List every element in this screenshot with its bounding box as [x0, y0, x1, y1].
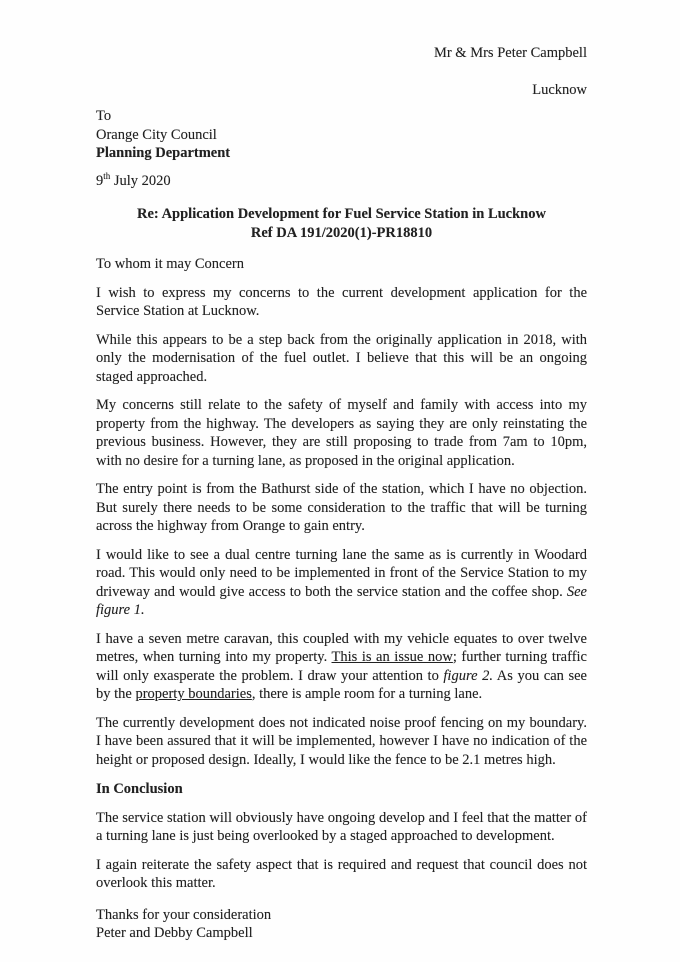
paragraph-fencing: The currently development does not indicated noise proof fencing on my boundary. I have been assured that it will be implemented, however I have no indication of the height or proposed design. Ideally, I would like the fence to be 2.1 metres high. — [96, 714, 587, 768]
paragraph-step-back: While this appears to be a step back from the originally application in 2018, with only the modernisation of the fuel outlet. I believe that this will be an ongoing staged approached. — [96, 331, 587, 385]
salutation: To whom it may Concern — [96, 256, 244, 272]
underlined-issue-text: This is an issue now — [331, 649, 453, 665]
recipient-department: Planning Department — [96, 145, 231, 161]
recipient-to-label: To — [96, 108, 112, 124]
signature-names: Peter and Debby Campbell — [96, 925, 253, 941]
recipient-block — [96, 107, 587, 163]
subject-line-2: Ref DA 191/2020(1)-PR18810 — [250, 224, 433, 241]
text-segment: I would like to see a dual centre turning lane the same as is currently in Woodard road. This would only need to be implemented in front of the Service Station to my driveway and would give access to both the service station and the coffee shop. — [96, 546, 587, 600]
date-day: 9 — [96, 172, 104, 189]
subject-line-1: Re: Application Development for Fuel Service Station in Lucknow — [137, 206, 546, 222]
paragraph-reiterate-safety: I again reiterate the safety aspect that is required and request that council does not overlook this matter. — [96, 856, 587, 891]
paragraph-turning-lane-proposal — [96, 546, 587, 620]
text-segment: , there is ample room for a turning lane. — [251, 686, 483, 702]
text-segment: As you can see by the — [96, 667, 587, 702]
paragraph-intro: I wish to express my concerns to the current development application for the Service Station at Lucknow. — [96, 284, 587, 319]
closing-line: Thanks for your consideration — [96, 906, 272, 923]
sender-location: Lucknow — [532, 81, 587, 98]
paragraph-safety-concerns: My concerns still relate to the safety of myself and family with access into my property from the highway. The developers as saying they are only reinstating the previous business. However, they are still proposing to trade from 7am to 10pm, with no desire for a turning lane, as proposed in the original application. — [96, 397, 587, 469]
figure1-reference: See figure 1. — [96, 583, 587, 618]
text-segment: I have a seven metre caravan, this coupled with my vehicle equates to over twelve metres, when turning into my property. — [96, 630, 587, 665]
closing-block — [96, 906, 587, 943]
text-segment: ; further turning traffic will only exasperate the problem. I draw your attention to — [96, 649, 587, 684]
paragraph-caravan-issue — [96, 630, 587, 704]
paragraph-entry-point: The entry point is from the Bathurst side of the station, which I have no objection. But surely there needs to be some consideration to the traffic that will be turning across the highway from Orange to gain entry. — [96, 481, 587, 534]
letter-date — [96, 172, 587, 191]
figure2-reference: figure 2. — [443, 667, 493, 684]
sender-name: Mr & Mrs Peter Campbell — [433, 45, 587, 61]
subject-block — [96, 205, 587, 242]
date-ordinal-suffix: th — [103, 170, 111, 181]
conclusion-heading: In Conclusion — [96, 781, 183, 797]
underlined-property-boundaries: property boundaries — [135, 686, 252, 702]
paragraph-conclusion-develop: The service station will obviously have ongoing develop and I feel that the matter of a turning lane is just being overlooked by a staged approached to development. — [96, 809, 587, 844]
recipient-organisation: Orange City Council — [96, 126, 217, 143]
date-month-year: July 2020 — [110, 172, 171, 189]
